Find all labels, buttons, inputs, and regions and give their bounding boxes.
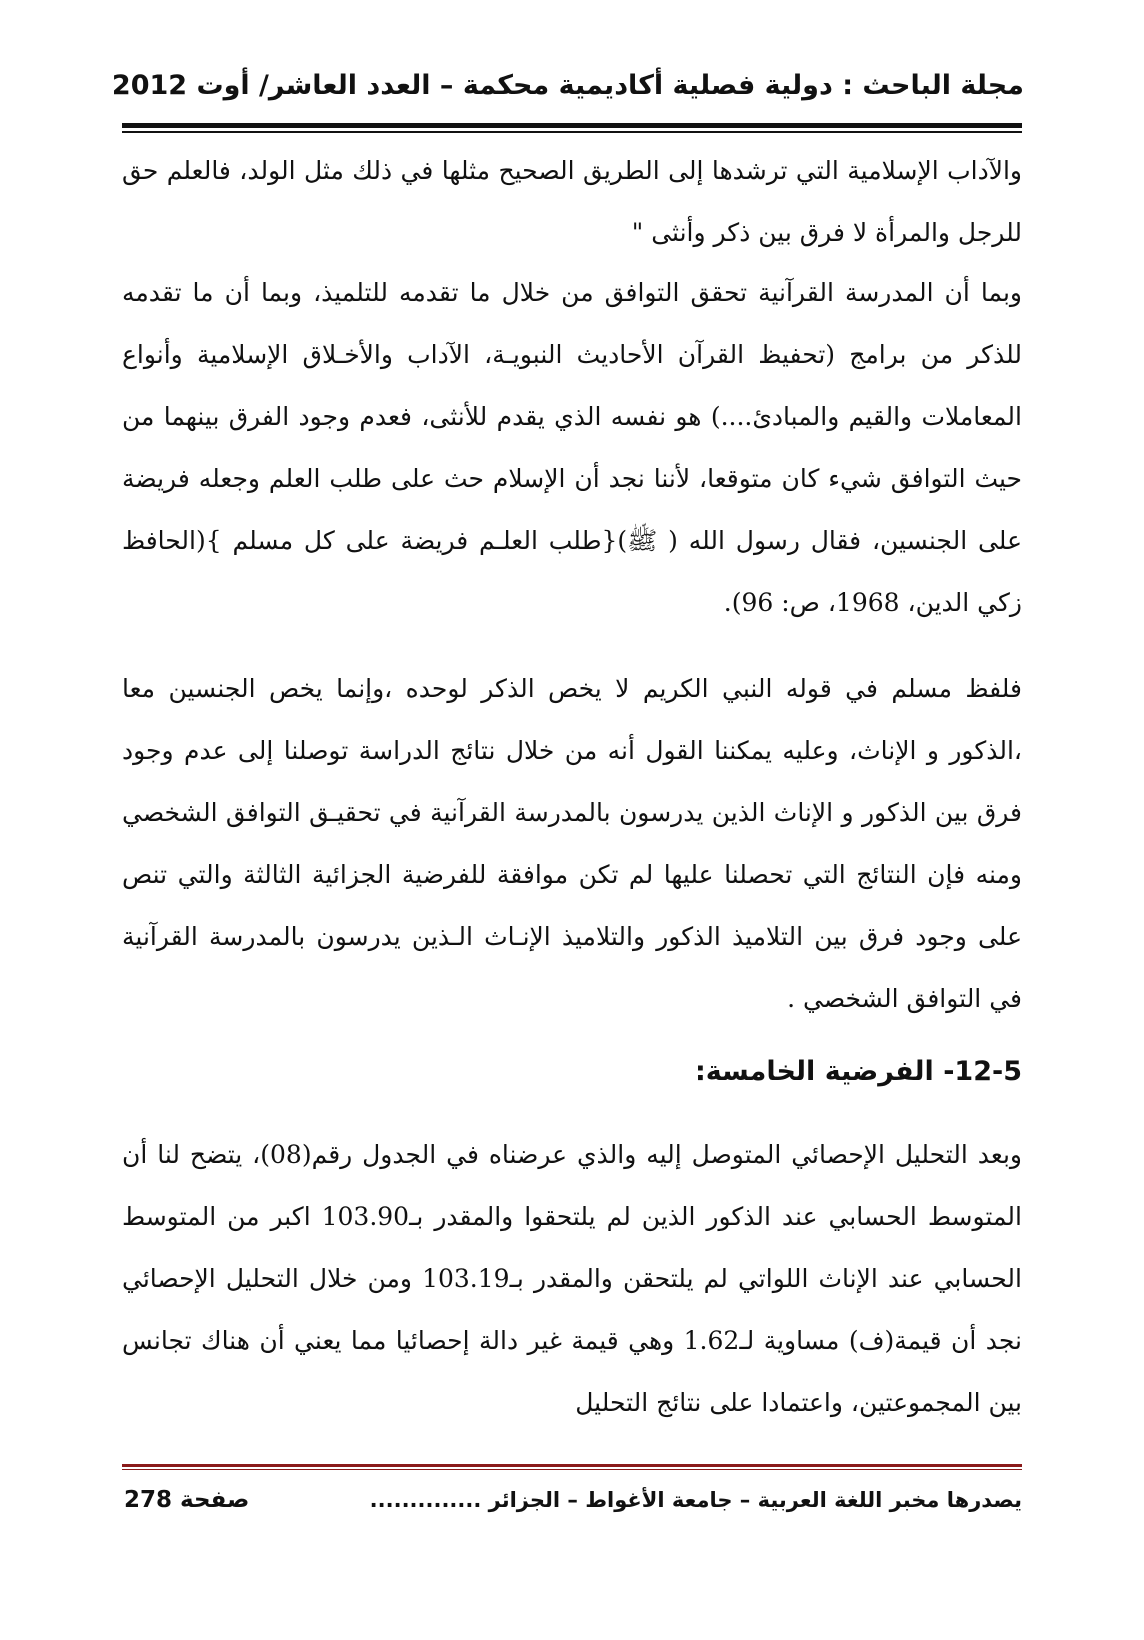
footer-publisher: يصدرها مخبر اللغة العربية – جامعة الأغواط – الجزائر .............. bbox=[369, 1488, 1022, 1512]
footer-rule-thin bbox=[122, 1469, 1022, 1470]
section-heading-fifth-hypothesis: 12-5- الفرضية الخامسة: bbox=[694, 1056, 1022, 1087]
footer-page-number: صفحة 278 bbox=[124, 1487, 250, 1513]
paragraph-muslim-word-analysis: فلفظ مسلم في قوله النبي الكريم لا يخص الذكر لوحده ،وإنما يخص الجنسين معا ،الذكور و الإناث، وعليه يمكننا القول أنه من خلال نتائج الدراسة توصلنا إلى عدم وجود فرق بين الذكور و الإناث الذين يدرسون بالمدرسة القرآنية في تحقيـق التوافق الشخصي ومنه فإن النتائج التي تحصلنا عليها لم تكن موافقة للفرضية الجزائية الثالثة والتي تنص على وجود فرق بين التلاميذ الذكور والتلاميذ الإنـاث الـذين يدرسون بالمدرسة القرآنية في التوافق الشخصي . bbox=[122, 674, 1022, 1013]
paragraph-continuation: والآداب الإسلامية التي ترشدها إلى الطريق الصحيح مثلها في ذلك مثل الولد، فالعلم حق للرجل والمرأة لا فرق بين ذكر وأنثى " bbox=[122, 156, 1022, 247]
footer-rule bbox=[122, 1464, 1022, 1467]
header-rule-thin bbox=[122, 131, 1022, 133]
paragraph-quranic-school-compatibility: وبما أن المدرسة القرآنية تحقق التوافق من خلال ما تقدمه للتلميذ، وبما أن ما تقدمه للذكر من برامج (تحفيظ القرآن الأحاديث النبويـة، الآداب والأخـلاق الإسلامية وأنواع المعاملات والقيم والمبادئ....) هو نفسه الذي يقدم للأنثى، فعدم وجود الفرق بينهما من حيث التوافق شيء كان متوقعا، لأننا نجد أن الإسلام حث على طلب العلم وجعله فريضة على الجنسين، فقال رسول الله ( ﷺ){طلب العلـم فريضة على كل مسلم }(الحافظ زكي الدين، 1968، ص: 96). bbox=[122, 278, 1022, 617]
header-rule-thick bbox=[122, 123, 1022, 128]
journal-header-title: مجلة الباحث : دولية فصلية أكاديمية محكمة – العدد العاشر/ أوت 2012 bbox=[111, 70, 1024, 101]
paragraph-statistical-analysis: وبعد التحليل الإحصائي المتوصل إليه والذي عرضناه في الجدول رقم(08)، يتضح لنا أن المتوسط الحسابي عند الذكور الذين لم يلتحقوا والمقدر بـ103.90 اكبر من المتوسط الحسابي عند الإناث اللواتي لم يلتحقن والمقدر بـ103.19 ومن خلال التحليل الإحصائي نجد أن قيمة(ف) مساوية لـ1.62 وهي قيمة غير دالة إحصائيا مما يعني أن هناك تجانس بين المجموعتين، واعتمادا على نتائج التحليل bbox=[122, 1140, 1022, 1417]
